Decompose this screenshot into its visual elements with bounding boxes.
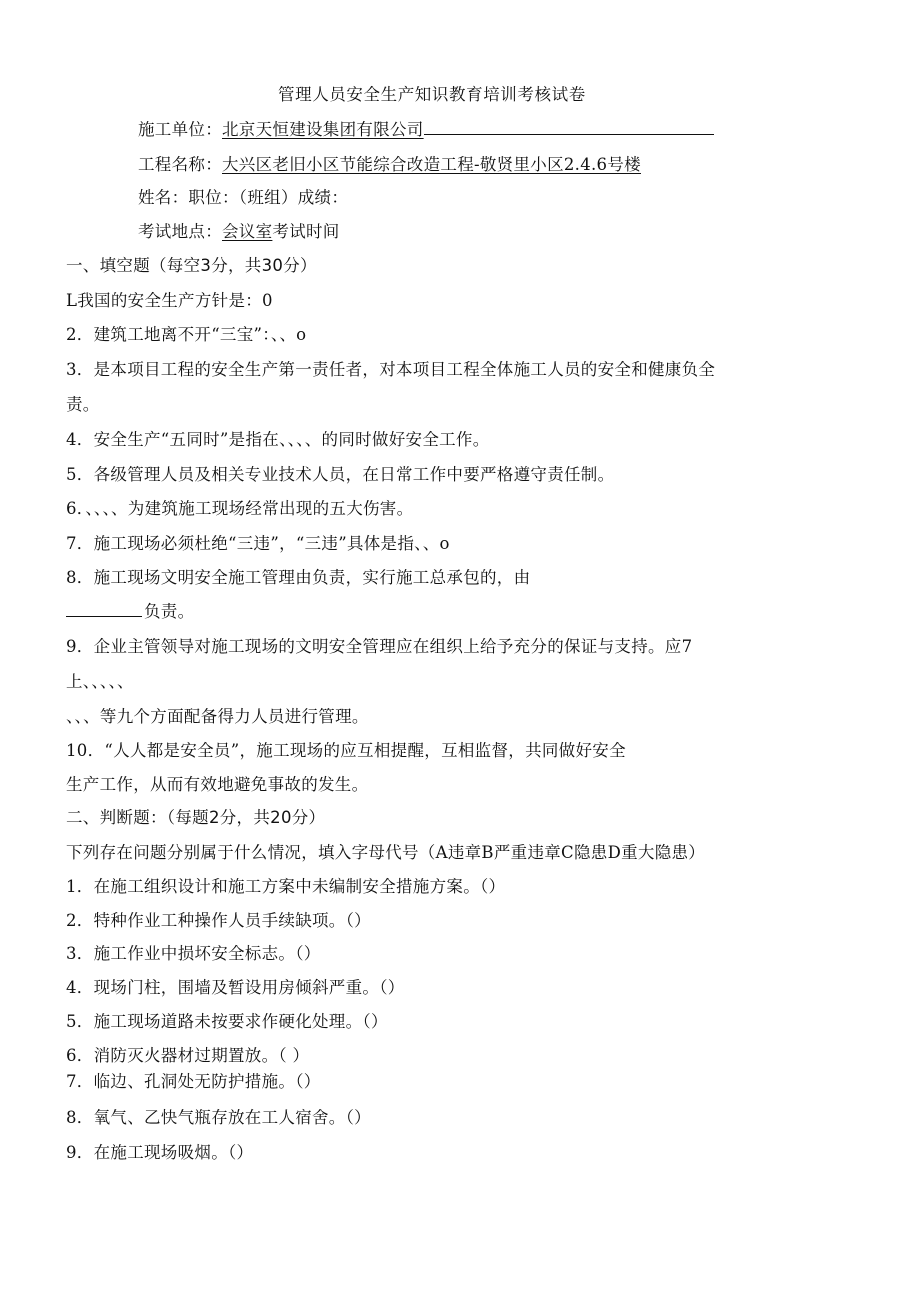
question-3: 3．是本项目工程的安全生产第一责任者，对本项目工程全体施工人员的安全和健康负全 (66, 360, 716, 379)
judgement-item-3: 3．施工作业中损坏安全标志。（） (66, 944, 321, 963)
question-8: 8．施工现场文明安全施工管理由负责，实行施工总承包的，由 (66, 568, 531, 587)
judgement-item-7: 7．临边、孔洞处无防护措施。（） (66, 1072, 321, 1091)
question-9: 9．企业主管领导对施工现场的文明安全管理应在组织上给予充分的保证与支持。应7 (66, 637, 693, 656)
page-title: 管理人员安全生产知识教育培训考核试卷 (278, 85, 586, 104)
construction-unit-line (138, 119, 714, 141)
construction-unit-label: 施工单位： (138, 120, 222, 139)
question-7: 7．施工现场必须杜绝“三违”，“三违”具体是指、、o (66, 534, 450, 553)
fill-line (424, 120, 714, 135)
construction-unit-value: 北京天恒建设集团有限公司 (222, 120, 424, 139)
question-10: 10．“人人都是安全员”，施工现场的应互相提醒，互相监督，共同做好安全 (66, 741, 626, 760)
judgement-instructions: 下列存在问题分别属于什么情况，填入字母代号（A违章B严重违章C隐患D重大隐患） (66, 843, 706, 862)
judgement-item-5: 5．施工现场道路未按要求作硬化处理。（） (66, 1012, 388, 1031)
project-name-label: 工程名称： (138, 155, 222, 174)
judgement-item-1: 1．在施工组织设计和施工方案中未编制安全措施方案。（） (66, 877, 506, 896)
judgement-item-8: 8．氧气、乙快气瓶存放在工人宿舍。（） (66, 1108, 371, 1127)
judgement-item-4: 4．现场门柱，围墙及暂设用房倾斜严重。（） (66, 978, 405, 997)
exam-time-label: 考试时间 (272, 222, 340, 241)
judgement-item-9: 9．在施工现场吸烟。（） (66, 1143, 254, 1162)
question-5: 5．各级管理人员及相关专业技术人员，在日常工作中要严格遵守责任制。 (66, 465, 615, 484)
question-2: 2．建筑工地离不开“三宝”：、、o (66, 325, 307, 344)
section-heading-fill-blank: 一、填空题（每空3分，共30分） (66, 256, 317, 275)
question-9-cont-1: 上、、、、、 (66, 672, 134, 691)
exam-location-label: 考试地点： (138, 222, 222, 241)
exam-location-value: 会议室 (222, 222, 273, 241)
question-8-cont (66, 601, 194, 623)
name-position-line: 姓名：职位：（班组）成绩： (138, 188, 349, 207)
judgement-item-2: 2．特种作业工种操作人员手续缺项。（） (66, 911, 371, 930)
judgement-item-6: 6．消防灭火器材过期置放。（ ） (66, 1046, 310, 1065)
question-3-cont: 责。 (66, 395, 100, 414)
answer-blank (66, 602, 142, 617)
section-heading-judgement: 二、判断题：（每题2分，共20分） (66, 808, 326, 827)
exam-location-line (138, 221, 340, 243)
question-4: 4．安全生产“五同时”是指在、、、、的同时做好安全工作。 (66, 430, 490, 449)
question-10-cont: 生产工作，从而有效地避免事故的发生。 (66, 775, 369, 794)
question-9-cont-2: 、、、等九个方面配备得力人员进行管理。 (66, 707, 369, 726)
question-1: L我国的安全生产方针是：0 (66, 291, 273, 310)
question-6: 6．、、、、为建筑施工现场经常出现的五大伤害。 (66, 499, 414, 518)
project-name-value: 大兴区老旧小区节能综合改造工程-敬贤里小区2.4.6号楼 (222, 155, 641, 174)
question-8-tail: 负责。 (144, 602, 195, 621)
project-name-line (138, 154, 641, 176)
